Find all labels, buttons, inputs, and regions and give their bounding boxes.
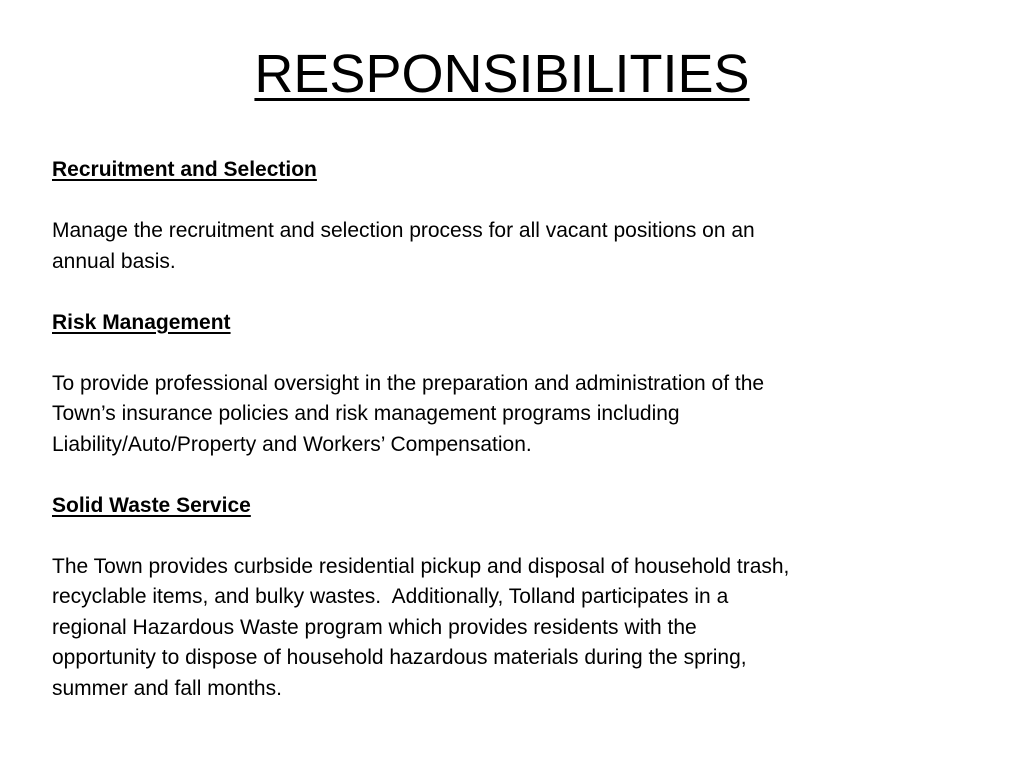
section-heading: Risk Management [52, 310, 231, 334]
section-line: The Town provides curbside residential pickup and disposal of household trash, [52, 554, 790, 578]
section-line: annual basis. [52, 249, 176, 273]
section-line: summer and fall months. [52, 676, 282, 700]
slide-title: RESPONSIBILITIES [254, 44, 750, 104]
section-line: opportunity to dispose of household hazardous materials during the spring, [52, 646, 747, 669]
section-heading: Solid Waste Service [52, 493, 251, 517]
section-recruitment [52, 155, 972, 277]
section-line: Liability/Auto/Property and Workers’ Compensation. [52, 432, 532, 456]
section-risk-management [52, 308, 972, 461]
section-line: To provide professional oversight in the preparation and administration of the [52, 371, 765, 395]
section-line: recyclable items, and bulky wastes. Additionally, Tolland participates in a [52, 585, 729, 608]
section-heading: Recruitment and Selection [52, 158, 317, 181]
section-line: Town’s insurance policies and risk management programs including [52, 402, 680, 425]
section-line: regional Hazardous Waste program which provides residents with the [52, 615, 697, 639]
section-solid-waste [52, 491, 972, 705]
slide-content [52, 155, 972, 704]
section-line: Manage the recruitment and selection process for all vacant positions on an [52, 219, 755, 242]
